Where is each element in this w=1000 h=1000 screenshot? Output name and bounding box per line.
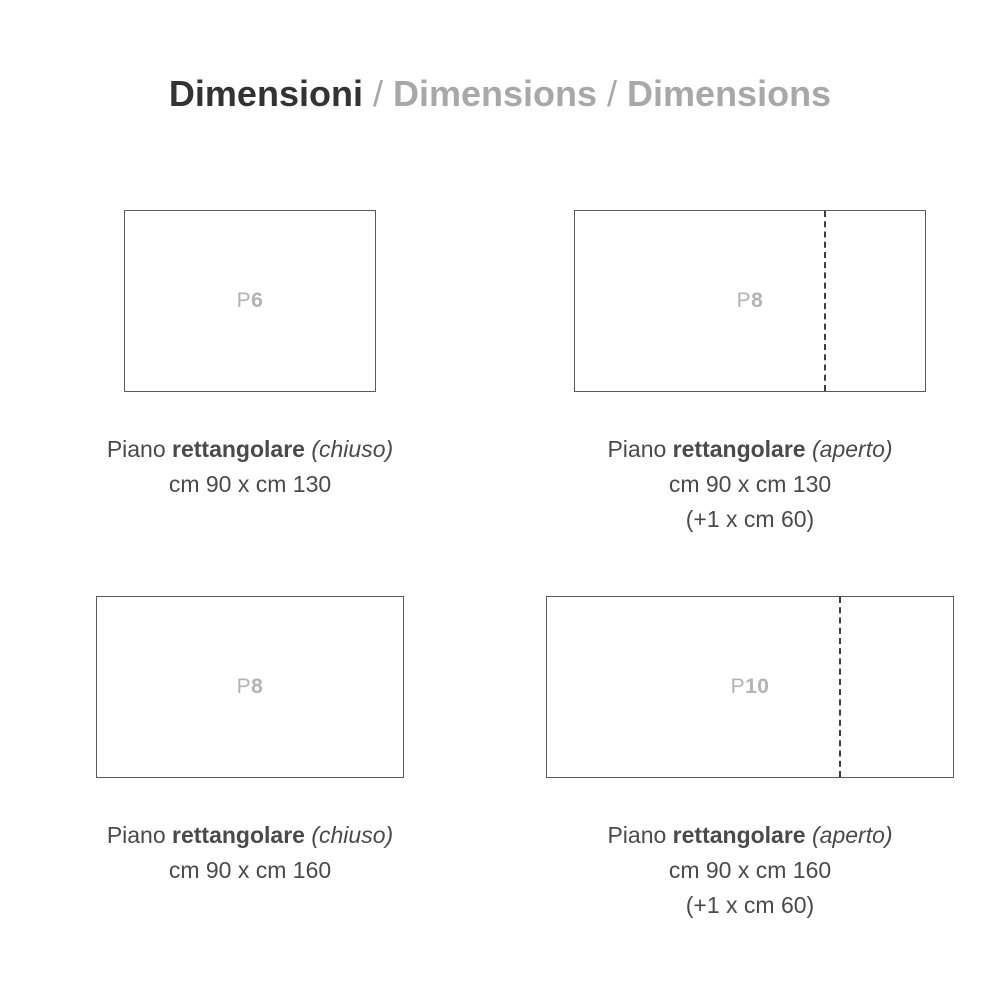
page-title-separator-1: / <box>362 73 393 114</box>
tabletop-code-number: 6 <box>251 289 264 312</box>
tabletop-rectangle-p10-open <box>546 596 954 778</box>
caption-shape: rettangolare <box>172 822 305 848</box>
tabletop-code-number: 10 <box>745 675 770 698</box>
figure-area <box>500 582 1000 792</box>
figure-caption <box>607 432 892 582</box>
tabletop-code <box>731 675 770 699</box>
caption-state: (aperto) <box>805 822 893 848</box>
caption-shape: rettangolare <box>672 822 806 848</box>
caption-state: (chiuso) <box>304 436 394 462</box>
tabletop-code-number: 8 <box>251 675 264 698</box>
caption-extension: (+1 x cm 60) <box>685 506 815 532</box>
tabletop-rectangle-p8-closed <box>96 596 404 778</box>
tabletop-code <box>737 289 764 313</box>
tabletop-code-prefix: P <box>236 289 252 312</box>
tabletop-code <box>237 675 264 699</box>
tabletop-code-prefix: P <box>236 675 252 698</box>
caption-state: (aperto) <box>805 436 893 462</box>
tabletop-code-number: 8 <box>751 289 764 312</box>
extension-leaf-divider-icon <box>839 597 841 777</box>
figure-caption <box>107 432 393 582</box>
figure-area <box>0 196 500 406</box>
caption-label: Piano <box>607 436 673 462</box>
figure-cell-p6-closed <box>0 196 500 582</box>
figures-grid <box>0 196 1000 968</box>
figure-cell-p8-open <box>500 196 1000 582</box>
figures-row-1 <box>0 196 1000 582</box>
page-title-main: Dimensioni <box>168 73 363 114</box>
page-title-alt-2: Dimensions <box>627 73 832 114</box>
caption-shape: rettangolare <box>672 436 806 462</box>
caption-state: (chiuso) <box>304 822 394 848</box>
tabletop-rectangle-p8-open <box>574 210 926 392</box>
caption-dimensions: cm 90 x cm 130 <box>668 471 832 497</box>
tabletop-code <box>237 289 264 313</box>
caption-label: Piano <box>106 436 173 462</box>
page-title <box>0 72 1000 116</box>
figure-caption <box>107 818 393 968</box>
caption-label: Piano <box>607 822 673 848</box>
figure-area <box>500 196 1000 406</box>
tabletop-code-prefix: P <box>736 289 752 312</box>
extension-leaf-divider-icon <box>824 211 826 391</box>
figure-cell-p8-closed <box>0 582 500 968</box>
figure-cell-p10-open <box>500 582 1000 968</box>
tabletop-rectangle-p6-closed <box>124 210 376 392</box>
page-title-separator-2: / <box>597 73 628 114</box>
figure-area <box>0 582 500 792</box>
tabletop-code-prefix: P <box>730 675 746 698</box>
caption-dimensions: cm 90 x cm 130 <box>168 471 332 497</box>
page-title-alt-1: Dimensions <box>392 73 598 114</box>
figures-row-2 <box>0 582 1000 968</box>
caption-label: Piano <box>106 822 173 848</box>
figure-caption <box>607 818 892 968</box>
caption-dimensions: cm 90 x cm 160 <box>168 857 332 883</box>
caption-dimensions: cm 90 x cm 160 <box>668 857 832 883</box>
caption-extension: (+1 x cm 60) <box>685 892 815 918</box>
caption-shape: rettangolare <box>172 436 305 462</box>
